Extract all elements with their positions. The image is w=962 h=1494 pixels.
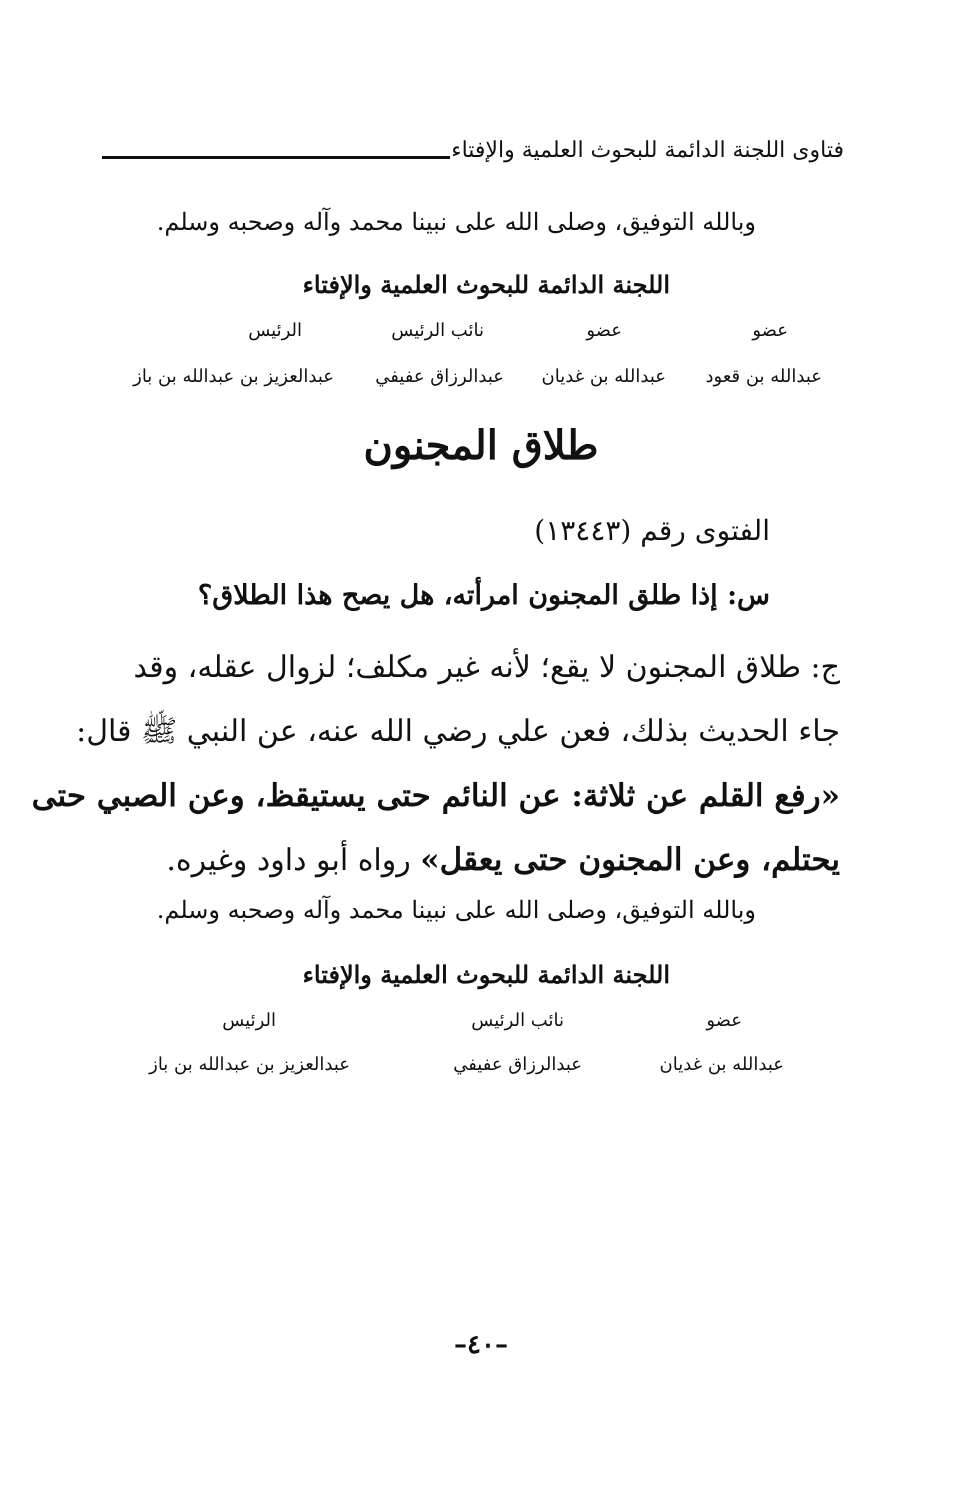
signatory-role: نائب الرئيس [471, 1010, 564, 1031]
signatory-name: عبدالله بن غديان [659, 1054, 784, 1075]
fatwa-number: الفتوى رقم (١٣٤٤٣) [534, 514, 770, 547]
signatory-role: عضو [752, 320, 788, 341]
signatory-name: عبدالعزيز بن عبدالله بن باز [149, 1054, 350, 1075]
signatory-role: عضو [706, 1010, 742, 1031]
question-text: س: إذا طلق المجنون امرأته، هل يصح هذا الطلاق؟ [197, 580, 770, 611]
page-number: –٤٠– [454, 1330, 508, 1360]
hadith-quote: يحتلم، وعن المجنون حتى يعقل» [420, 842, 840, 878]
closing-formula: وبالله التوفيق، وصلى الله على نبينا محمد وآله وصحبه وسلم. [156, 208, 756, 236]
hadith-source: رواه أبو داود وغيره. [166, 843, 421, 878]
signatory-role: الرئيس [248, 320, 302, 341]
answer-line: جاء الحديث بذلك، فعن علي رضي الله عنه، عن النبي ﷺ قال: [76, 714, 840, 749]
committee-name: اللجنة الدائمة للبحوث العلمية والإفتاء [302, 960, 670, 989]
signatory-name: عبدالله بن غديان [541, 366, 666, 387]
closing-formula: وبالله التوفيق، وصلى الله على نبينا محمد وآله وصحبه وسلم. [156, 896, 756, 924]
answer-line: ج: طلاق المجنون لا يقع؛ لأنه غير مكلف؛ لزوال عقله، وقد [133, 650, 840, 685]
signatory-role: عضو [586, 320, 622, 341]
fatwa-title: طلاق المجنون [363, 422, 599, 469]
signatory-role: الرئيس [222, 1010, 276, 1031]
signatory-name: عبدالعزيز بن عبدالله بن باز [133, 366, 334, 387]
signatory-name: عبدالرزاق عفيفي [375, 366, 504, 387]
header-rule [102, 156, 450, 159]
committee-name: اللجنة الدائمة للبحوث العلمية والإفتاء [302, 270, 670, 299]
signatory-name: عبدالرزاق عفيفي [453, 1054, 582, 1075]
answer-paragraph [31, 636, 840, 893]
running-header: فتاوى اللجنة الدائمة للبحوث العلمية والإفتاء [451, 138, 844, 163]
signatory-name: عبدالله بن قعود [705, 366, 822, 387]
signatory-role: نائب الرئيس [391, 320, 484, 341]
hadith-quote: «رفع القلم عن ثلاثة: عن النائم حتى يستيقظ، وعن الصبي حتى [31, 778, 840, 814]
